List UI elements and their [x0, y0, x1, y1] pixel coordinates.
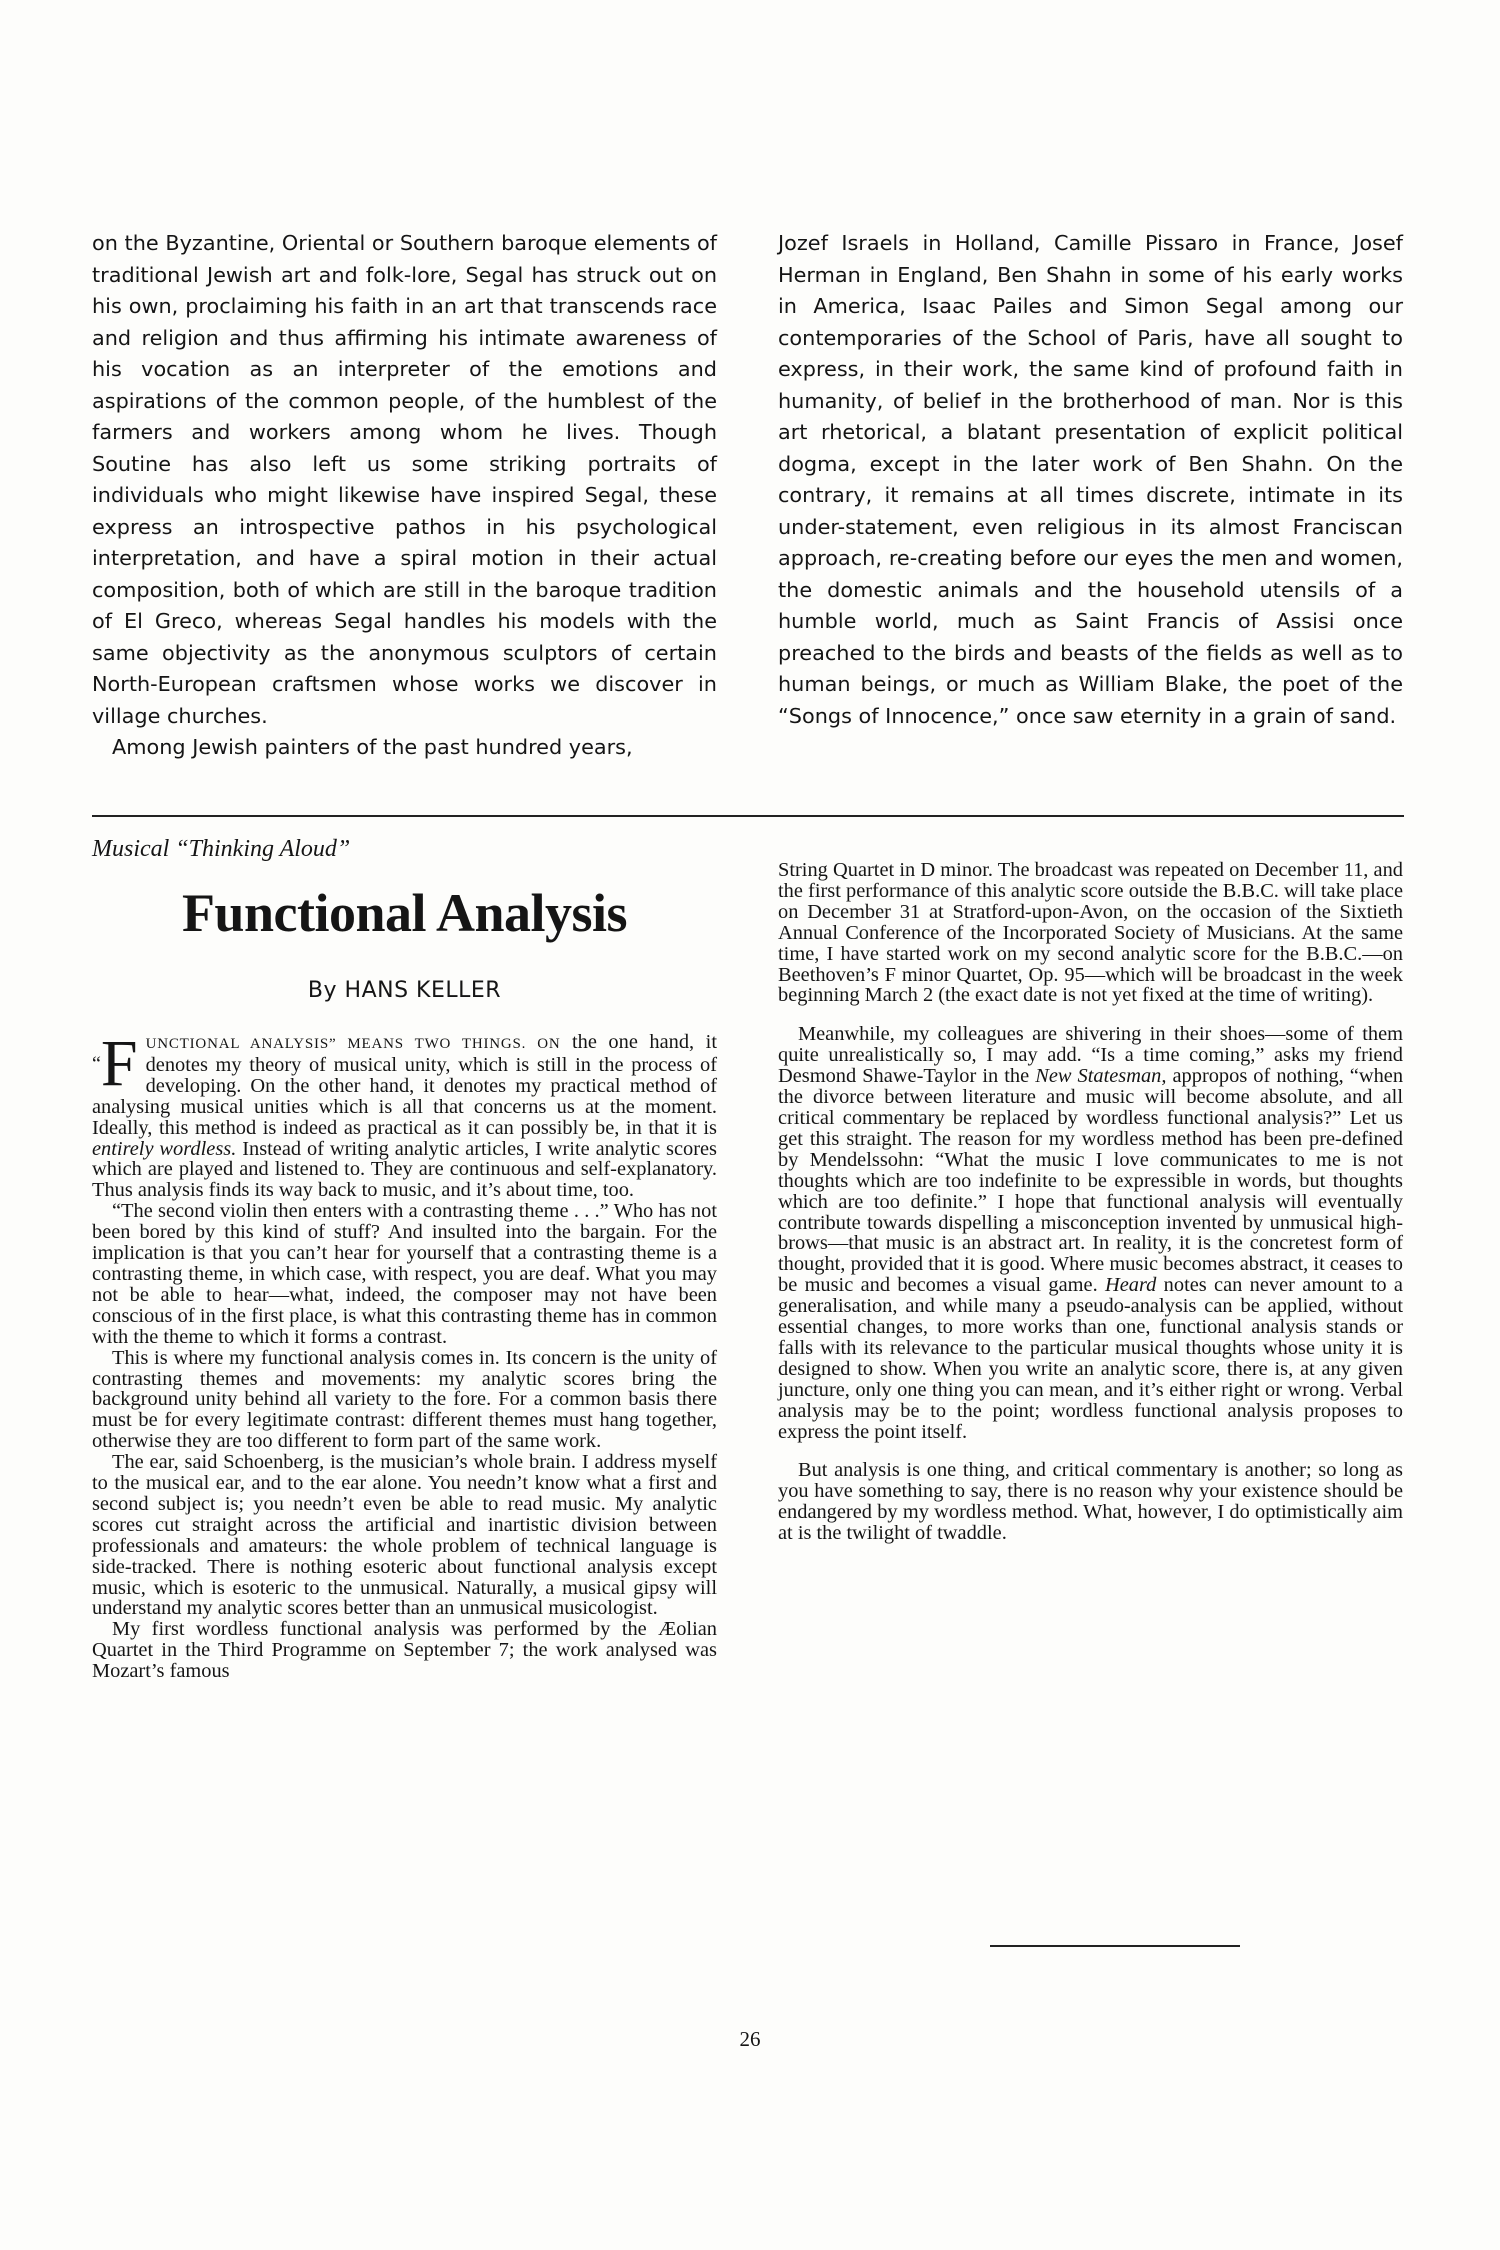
lead-smallcaps: UNCTIONAL ANALYSIS” MEANS TWO THINGS. ON [145, 1036, 561, 1052]
section-divider [92, 815, 1404, 817]
paragraph: This is where my functional analysis comes in. Its concern is the unity of contrasting themes and movements: my analytic scores bring the background unity behind all variety to the fore. For a common basis there must be for every legitimate contrast: different themes must hang together, otherwise they are too different to form part of the same work. [92, 1346, 717, 1453]
paragraph-text: Meanwhile, my colleagues are shivering in their shoes—some of them quite unrealistically so, I may add. “Is a time coming,” asks my friend Desmond Shawe-Taylor in the [778, 1023, 1403, 1088]
paragraph-text: notes can never amount to a generalisation, and while many a pseudo-analysis can be applied, without essential changes, to more works than one, functional analysis stands or falls with its relevance to the particular musical thoughts whose unity it is designed to show. When you write an analytic score, there is, at any given juncture, only one thing you can mean, and it’s either right or wrong. Verbal analysis may be to the point; wordless functional analysis proposes to express the point itself. [778, 1274, 1403, 1443]
paragraph: Among Jewish painters of the past hundred years, [112, 735, 633, 759]
article-left-column [92, 1027, 717, 1683]
paragraph: “The second violin then enters with a contrasting theme . . .” Who has not been bored by this kind of stuff? And insulted into the bargain. For the implication is that you can’t hear for yourself that a contrasting theme is a contrasting theme, in which case, with respect, you are deaf. What you may not be able to hear—what, indeed, the composer may not have been conscious of in the first place, is what this contrasting theme has in common with the theme to which it forms a contrast. [92, 1200, 717, 1348]
continued-article-left-column [92, 228, 717, 764]
lead-paragraph [92, 1027, 717, 1202]
drop-cap [92, 1027, 138, 1100]
lead-text: the one hand, it denotes my theory of musical unity, which is still in the process of developing. On the other hand, it denotes my practical method of analysing musical unities which is all that concerns us at the moment. Ideally, this method is indeed as practical as it can possibly be, in that it is [92, 1031, 717, 1139]
paragraph: on the Byzantine, Oriental or Southern baroque elements of traditional Jewish art and folk-lore, Segal has struck out on his own, proclaiming his faith in an art that transcends race and religion and thus affirming his intimate awareness of his vocation as an interpreter of the emotions and aspirations of the common people, of the humblest of the farmers and workers among whom he lives. Though Soutine has also left us some striking portraits of individuals who might likewise have inspired Segal, these express an introspective pathos in his psychological interpretation, and have a spiral motion in their actual composition, both of which are still in the baroque tradition of El Greco, whereas Segal handles his models with the same objectivity as the anonymous sculptors of certain North-European craftsmen whose works we discover in village churches. [92, 231, 717, 728]
publication-title: New Statesman, [1035, 1065, 1167, 1088]
paragraph: My first wordless functional analysis was performed by the Æolian Quartet in the Third Programme on September 7; the work analysed was Mozart’s famous [92, 1618, 717, 1683]
emphasis: Heard [1105, 1274, 1157, 1297]
lead-emphasis: entirely wordless. [92, 1137, 237, 1160]
paragraph-text: appropos of nothing, “when the divorce between literature and music will become absolute, and all critical commentary be replaced by wordless functional analysis?” Let us get this straight. The reason for my wordless method has been pre-defined by Mendelssohn: “What the music I love communicates to me is not thoughts which are too indefinite to be expressible in words, but thoughts which are too definite.” I hope that functional analysis will eventually contribute towards dispelling a misconception invented by unmusical high-brows—that music is an abstract art. In reality, it is the concretest form of thought, provided that it is good. Where music becomes abstract, it ceases to be music and becomes a visual game. [778, 1065, 1404, 1297]
page-number: 26 [739, 2027, 761, 2051]
end-of-article-rule [990, 1945, 1240, 1947]
continued-article-right-column [778, 228, 1403, 732]
paragraph: Jozef Israels in Holland, Camille Pissaro in France, Josef Herman in England, Ben Shahn in some of his early works in America, Isaac Pailes and Simon Segal among our contemporaries of the School of Paris, have all sought to express, in their work, the same kind of profound faith in humanity, of belief in the brotherhood of man. Nor is this art rhetorical, a blatant presentation of explicit political dogma, except in the later work of Ben Shahn. On the contrary, it remains at all times discrete, intimate in its under-statement, even religious in its almost Franciscan approach, re-creating before our eyes the men and women, the domestic animals and the household utensils of a humble world, much as Saint Francis of Assisi once preached to the birds and beasts of the fields as well as to human beings, or much as William Blake, the poet of the “Songs of Innocence,” once saw eternity in a grain of sand. [778, 231, 1403, 728]
article-kicker: Musical “Thinking Aloud” [92, 836, 351, 862]
article-byline: By HANS KELLER [307, 978, 502, 1003]
paragraph [778, 1024, 1403, 1442]
paragraph: The ear, said Schoenberg, is the musician’s whole brain. I address myself to the musical ear, and to the ear alone. You needn’t know what a first and second subject is; you needn’t even be able to read music. My analytic scores cut straight across the artificial and inartistic division between professionals and amateurs: the whole problem of technical language is side-tracked. There is nothing esoteric about functional analysis except music, which is esoteric to the unmusical. Naturally, a musical gipsy will understand my analytic scores better than an unmusical musicologist. [92, 1451, 717, 1620]
drop-cap-letter: F [100, 1027, 138, 1100]
lead-text-end: Instead of writing analytic articles, I write analytic scores which are played and listened to. They are continuous and self-explanatory. Thus analysis finds its way back to music, and it’s about time, too. [92, 1137, 717, 1202]
paragraph: But analysis is one thing, and critical commentary is another; so long as you have something to say, there is no reason why your existence should be endangered by my wordless method. What, however, I do optimistically aim at is the twilight of twaddle. [778, 1459, 1403, 1545]
drop-cap-quote: “ [92, 1053, 101, 1075]
article-headline: Functional Analysis [181, 883, 628, 943]
article-right-column [778, 860, 1403, 1544]
paragraph: String Quartet in D minor. The broadcast was repeated on December 11, and the first performance of this analytic score outside the B.B.C. will take place on December 31 at Stratford-upon-Avon, on the occasion of the Sixtieth Annual Conference of the Incorporated Society of Musicians. At the same time, I have started work on my second analytic score for the B.B.C.—on Beethoven’s F minor Quartet, Op. 95—which will be broadcast in the week beginning March 2 (the exact date is not yet fixed at the time of writing). [778, 859, 1403, 1007]
